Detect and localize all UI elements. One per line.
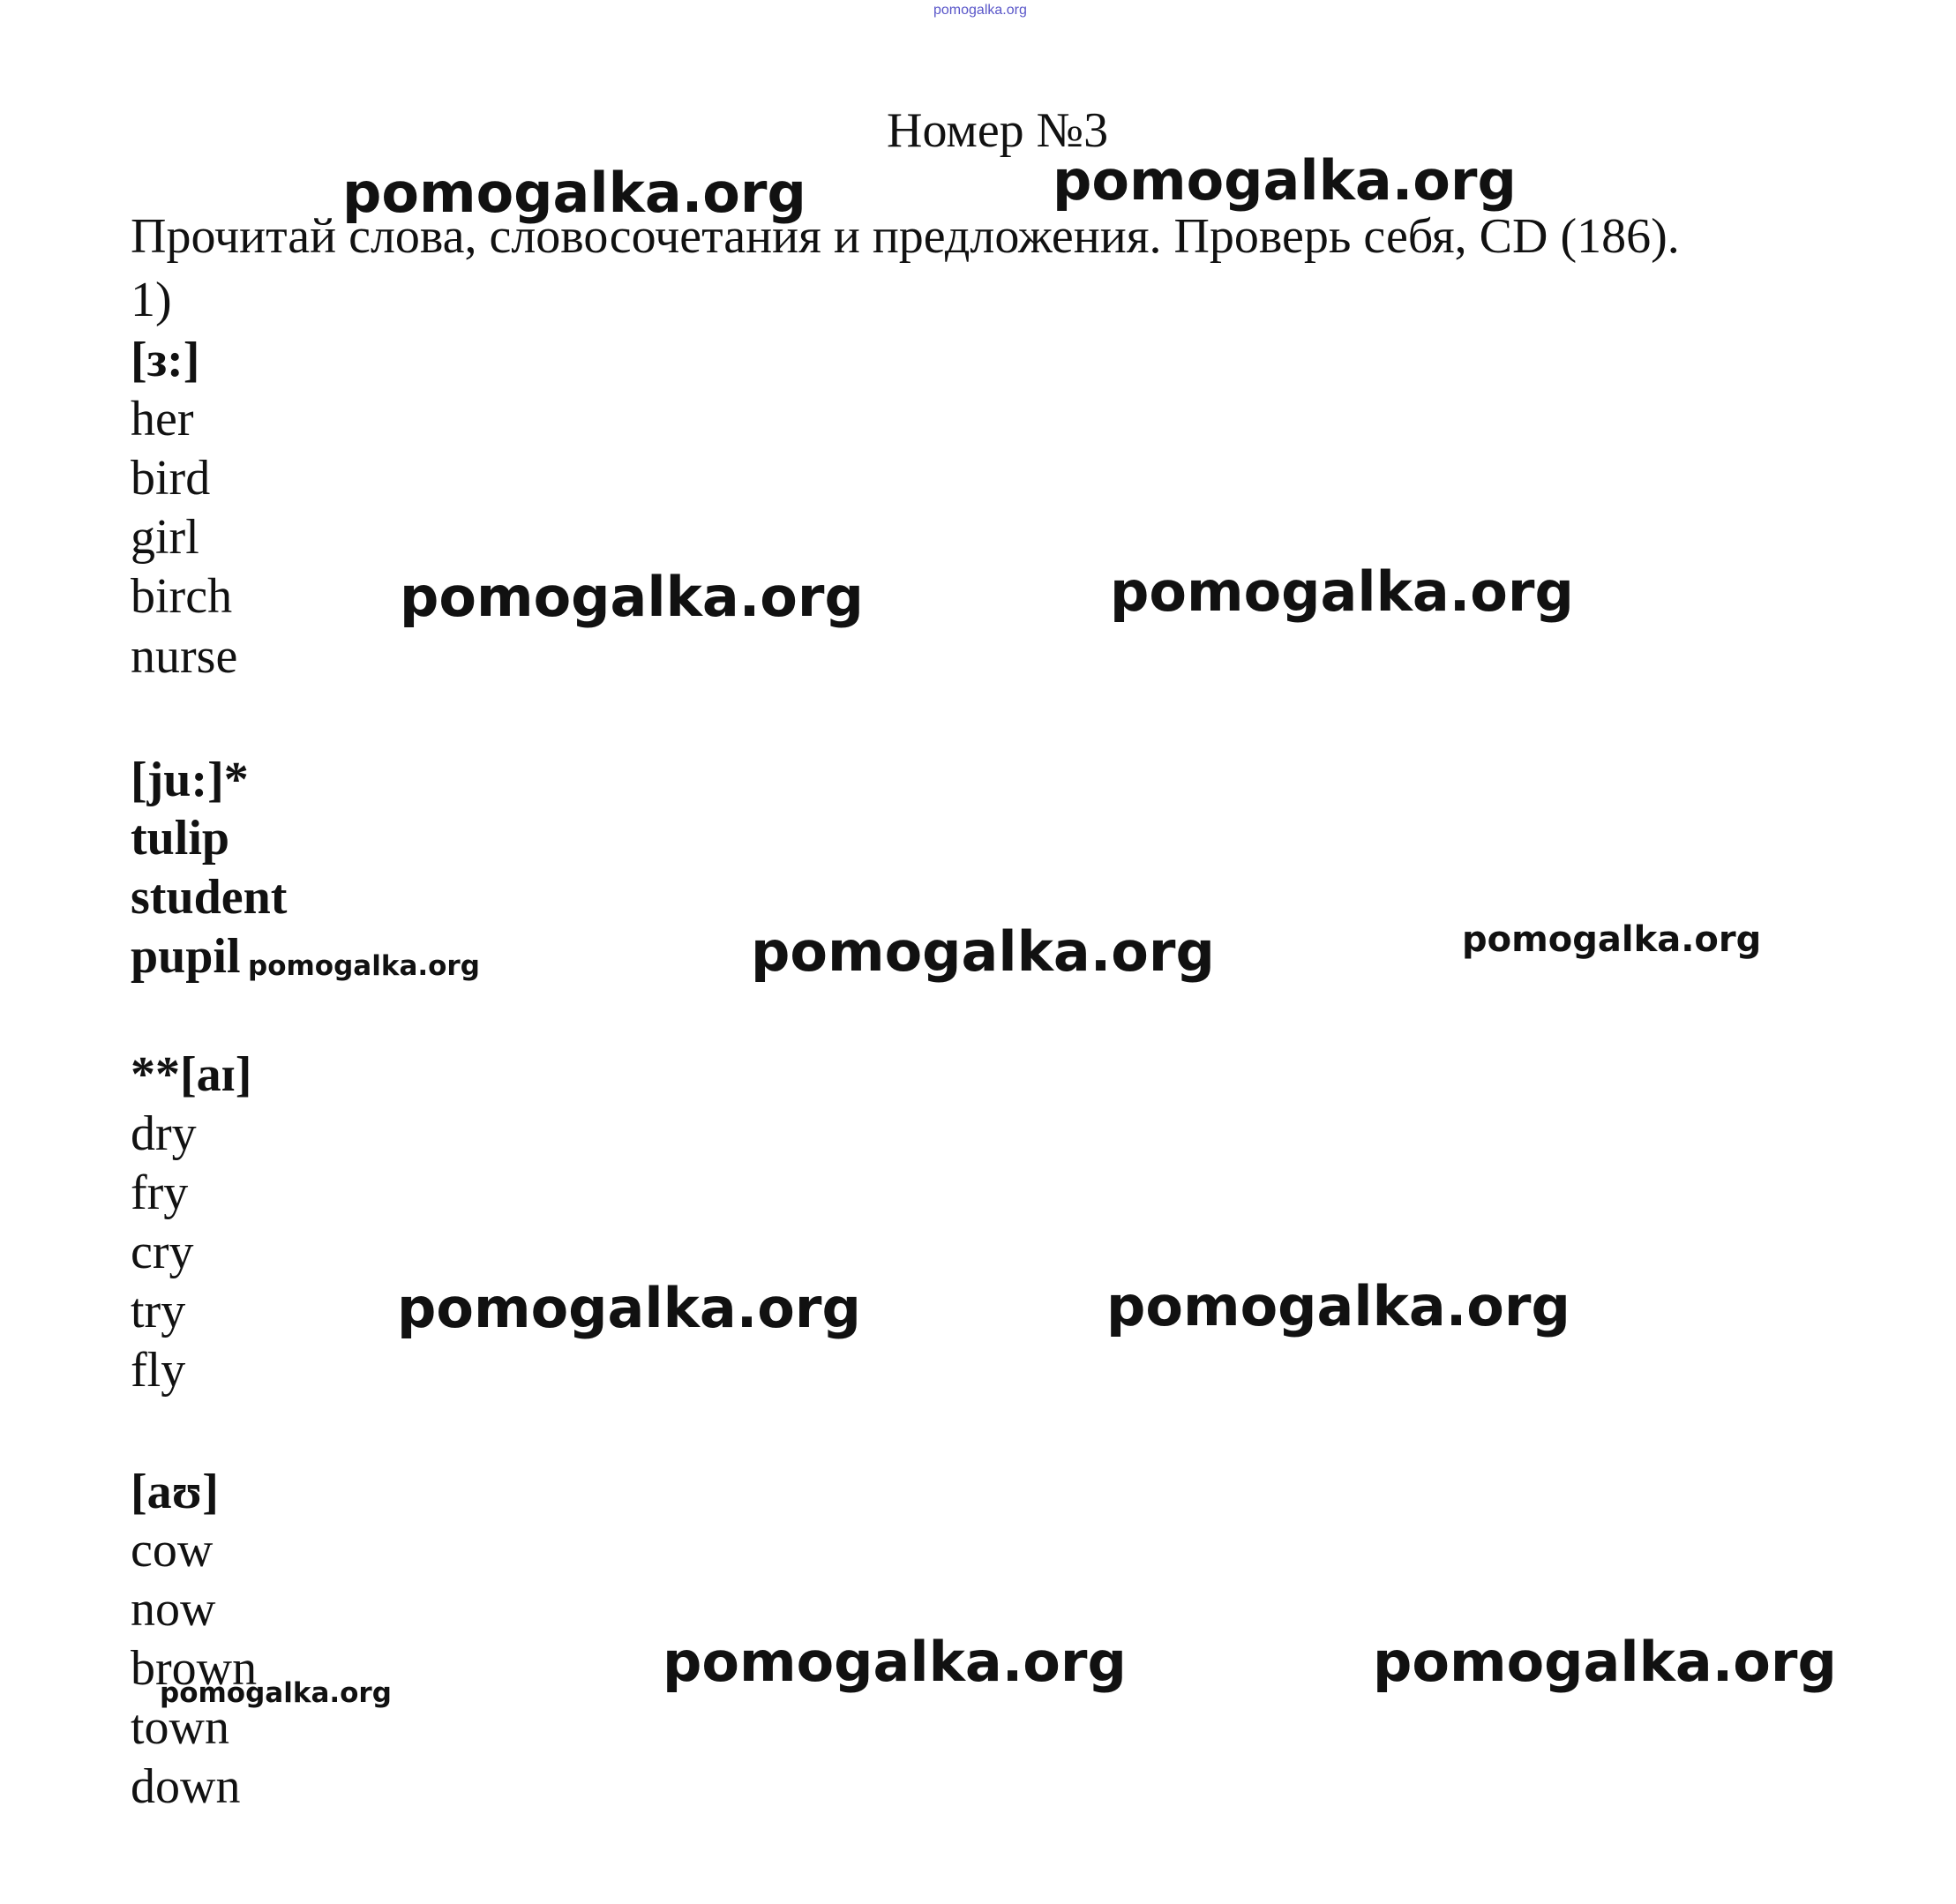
- watermark: pomogalka.org: [1373, 1630, 1837, 1694]
- watermark: pomogalka.org: [1053, 148, 1517, 213]
- watermark: pomogalka.org: [400, 565, 864, 629]
- word-item: bird: [131, 451, 211, 506]
- watermark: pomogalka.org: [663, 1630, 1127, 1694]
- word-item: dry: [131, 1106, 197, 1161]
- word-item: fly: [131, 1343, 186, 1398]
- watermark: pomogalka.org: [751, 919, 1215, 984]
- word-item: brown: [131, 1641, 258, 1696]
- watermark: pomogalka.org: [1106, 1274, 1570, 1338]
- top-watermark: pomogalka.org: [933, 3, 1027, 18]
- word-item: cry: [131, 1225, 194, 1279]
- word-item: student: [131, 870, 288, 925]
- sound-heading: **[aɪ]: [131, 1047, 252, 1102]
- word-item: fry: [131, 1166, 189, 1220]
- watermark: pomogalka.org: [248, 950, 480, 982]
- word-item: birch: [131, 569, 233, 624]
- sound-heading: [aʊ]: [131, 1465, 219, 1519]
- page-title: Номер №3: [887, 103, 1109, 158]
- word-item: tulip: [131, 811, 230, 866]
- word-item: pupil: [131, 929, 241, 984]
- part-label: 1): [131, 273, 172, 327]
- word-item: her: [131, 392, 194, 446]
- word-item: cow: [131, 1523, 214, 1578]
- watermark: pomogalka.org: [1110, 559, 1574, 624]
- word-item: now: [131, 1582, 216, 1637]
- sound-heading: [ju:]*: [131, 753, 249, 807]
- word-item: down: [131, 1759, 241, 1814]
- watermark: pomogalka.org: [1462, 919, 1762, 960]
- word-item: girl: [131, 510, 199, 565]
- word-item: try: [131, 1284, 186, 1338]
- instruction-text: Прочитай слова, словосочетания и предложения. Проверь себя, CD (186).: [131, 209, 1680, 264]
- watermark: pomogalka.org: [397, 1276, 861, 1340]
- word-item: town: [131, 1700, 229, 1755]
- watermark: pomogalka.org: [342, 161, 806, 225]
- sound-heading: [з:]: [131, 333, 200, 387]
- watermark: pomogalka.org: [160, 1677, 392, 1709]
- word-item: nurse: [131, 629, 238, 684]
